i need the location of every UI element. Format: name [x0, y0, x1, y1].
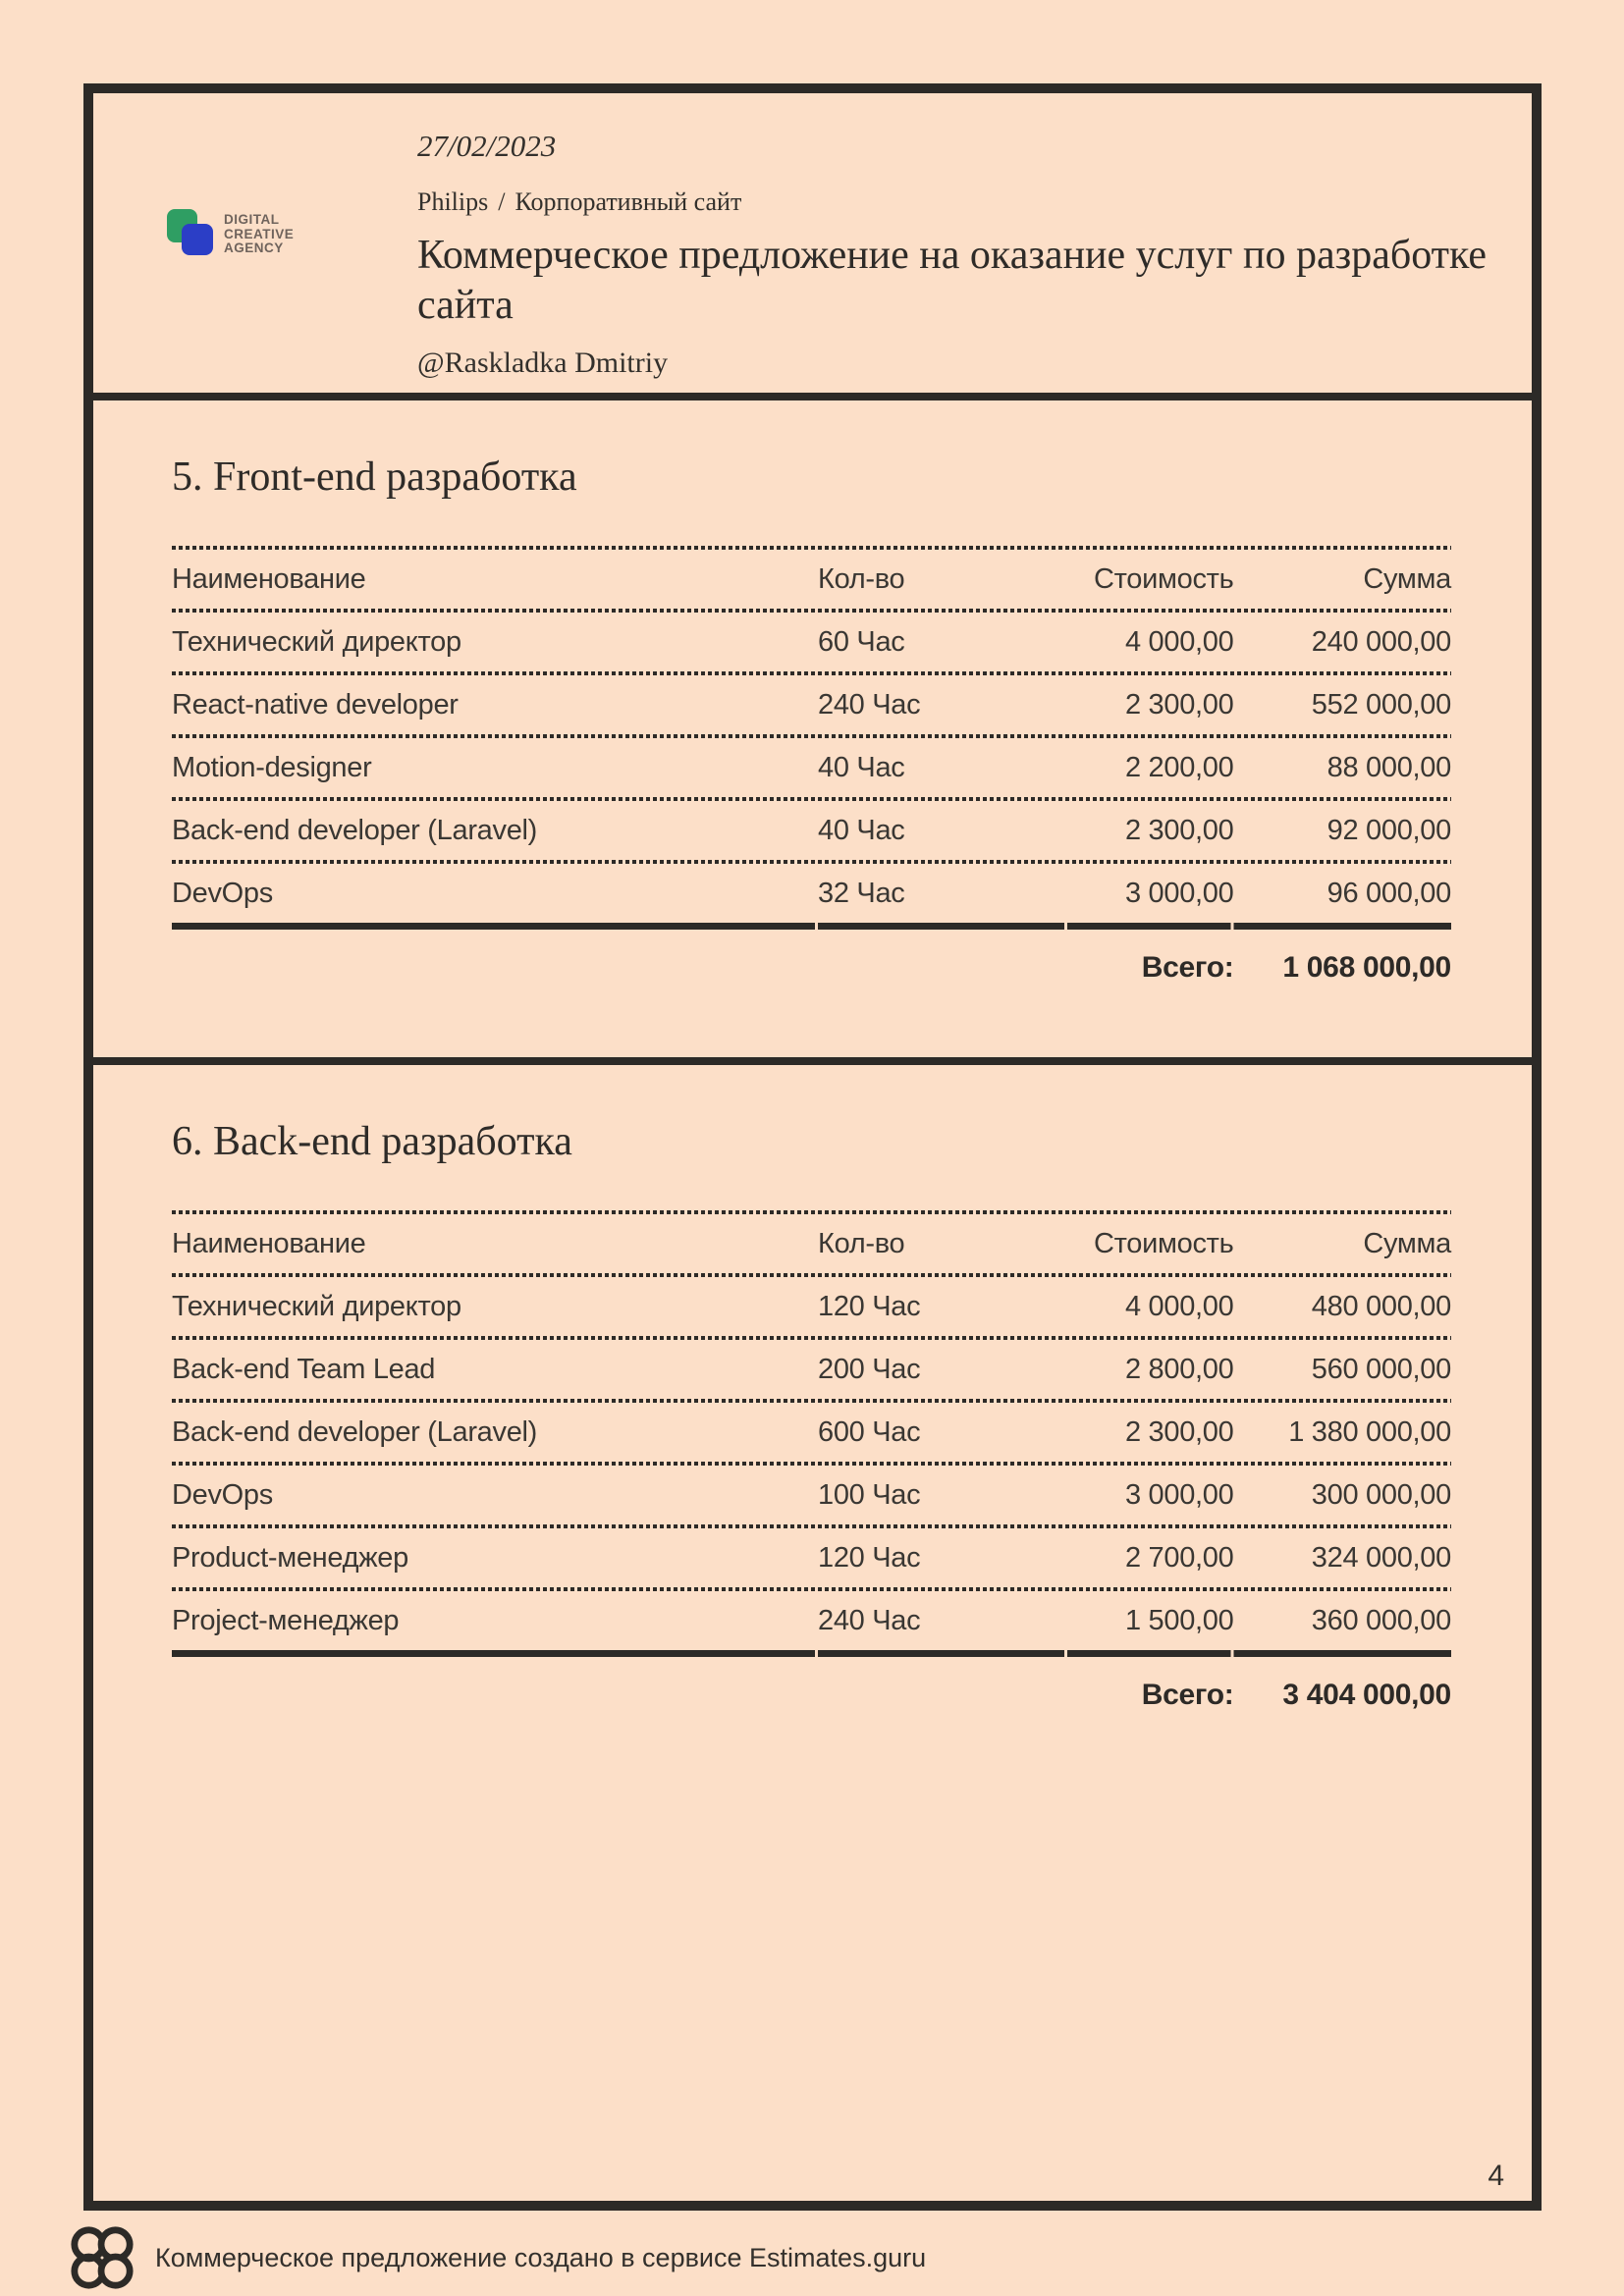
cell-sum: 96 000,00	[1326, 877, 1451, 909]
cell-name: DevOps	[172, 877, 273, 909]
agency-name	[224, 213, 294, 256]
cell-name: Project-менеджер	[172, 1604, 400, 1636]
cell-sum: 300 000,00	[1311, 1478, 1451, 1511]
cell-qty: 200 Час	[818, 1353, 921, 1385]
column-header-sum: Сумма	[1363, 562, 1451, 595]
pricing-table-backend	[172, 1210, 1451, 1734]
table-row	[172, 1591, 1451, 1650]
cell-qty: 40 Час	[818, 814, 905, 846]
agency-logo-icon	[167, 209, 216, 258]
table-row	[172, 864, 1451, 923]
footer-text: Коммерческое предложение создано в сервисе Estimates.guru	[155, 2242, 927, 2272]
total-row	[172, 930, 1451, 1006]
cell-qty: 120 Час	[818, 1541, 921, 1574]
column-header-cost: Стоимость	[1093, 562, 1234, 595]
breadcrumb	[417, 187, 1532, 217]
cell-name: Back-end Team Lead	[172, 1353, 436, 1385]
table-row	[172, 613, 1451, 671]
cell-cost: 2 700,00	[1124, 1541, 1234, 1574]
cell-name: Back-end developer (Laravel)	[172, 1415, 538, 1448]
section-frontend	[93, 400, 1532, 1057]
table-row	[172, 1466, 1451, 1524]
document-author: @Raskladka Dmitriy	[417, 347, 669, 379]
column-header-name: Наименование	[172, 562, 366, 595]
column-header-cost: Стоимость	[1093, 1227, 1234, 1259]
cell-sum: 88 000,00	[1326, 751, 1451, 783]
cell-qty: 100 Час	[818, 1478, 921, 1511]
cell-qty: 40 Час	[818, 751, 905, 783]
cell-cost: 2 800,00	[1124, 1353, 1234, 1385]
column-header-name: Наименование	[172, 1227, 366, 1259]
section-title: 6. Back-end разработка	[172, 1119, 572, 1164]
cell-qty: 600 Час	[818, 1415, 921, 1448]
document-date: 27/02/2023	[417, 129, 557, 163]
cell-sum: 480 000,00	[1311, 1290, 1451, 1322]
page-title: Коммерческое предложение на оказание услуг по разработке сайта	[417, 233, 1488, 328]
table-row	[172, 1403, 1451, 1462]
table-body	[172, 1277, 1451, 1650]
agency-name-line: AGENCY	[224, 240, 284, 255]
cell-name: Back-end developer (Laravel)	[172, 814, 538, 846]
cell-sum: 324 000,00	[1311, 1541, 1451, 1574]
cell-cost: 2 300,00	[1124, 814, 1234, 846]
page-number: 4	[1488, 2160, 1504, 2192]
header-text	[417, 93, 1532, 380]
cell-sum: 552 000,00	[1311, 688, 1451, 721]
section-backend	[93, 1065, 1532, 2201]
cell-cost: 2 200,00	[1124, 751, 1234, 783]
table-total-rule	[172, 1650, 1451, 1657]
cell-qty: 60 Час	[818, 625, 905, 658]
total-row	[172, 1657, 1451, 1734]
column-header-qty: Кол-во	[818, 1227, 905, 1259]
agency-name-line: DIGITAL	[224, 212, 280, 227]
cell-cost: 3 000,00	[1124, 877, 1234, 909]
column-header-qty: Кол-во	[818, 562, 905, 595]
breadcrumb-project: Корпоративный сайт	[514, 187, 742, 216]
cell-cost: 3 000,00	[1124, 1478, 1234, 1511]
cell-sum: 360 000,00	[1311, 1604, 1451, 1636]
table-row	[172, 1528, 1451, 1587]
total-label: Всего:	[1141, 951, 1234, 984]
agency-logo	[167, 209, 294, 258]
cell-name: DevOps	[172, 1478, 273, 1511]
section-divider	[93, 1057, 1532, 1065]
cell-cost: 1 500,00	[1124, 1604, 1234, 1636]
table-total-rule	[172, 923, 1451, 930]
cell-cost: 4 000,00	[1124, 625, 1234, 658]
pricing-table-frontend	[172, 546, 1451, 1006]
clover-icon	[69, 2224, 135, 2291]
service-footer	[69, 2224, 926, 2291]
proposal-sheet	[83, 83, 1542, 2211]
logo-blue-square-icon	[182, 224, 213, 255]
agency-name-line: CREATIVE	[224, 226, 295, 241]
section-divider	[93, 393, 1532, 400]
cell-qty: 240 Час	[818, 688, 921, 721]
cell-name: Технический директор	[172, 625, 461, 658]
cell-name: Product-менеджер	[172, 1541, 408, 1574]
cell-name: React-native developer	[172, 688, 459, 721]
column-header-sum: Сумма	[1363, 1227, 1451, 1259]
document-header	[93, 93, 1532, 393]
cell-sum: 240 000,00	[1311, 625, 1451, 658]
table-row	[172, 801, 1451, 860]
cell-cost: 4 000,00	[1124, 1290, 1234, 1322]
table-row	[172, 1277, 1451, 1336]
table-header-row	[172, 1214, 1451, 1273]
total-value: 1 068 000,00	[1282, 951, 1451, 984]
cell-sum: 1 380 000,00	[1288, 1415, 1451, 1448]
cell-qty: 32 Час	[818, 877, 905, 909]
cell-sum: 92 000,00	[1326, 814, 1451, 846]
table-row	[172, 738, 1451, 797]
cell-sum: 560 000,00	[1311, 1353, 1451, 1385]
cell-name: Технический директор	[172, 1290, 461, 1322]
section-title: 5. Front-end разработка	[172, 454, 577, 500]
breadcrumb-separator: /	[498, 187, 506, 216]
total-value: 3 404 000,00	[1282, 1679, 1451, 1711]
cell-qty: 240 Час	[818, 1604, 921, 1636]
cell-name: Motion-designer	[172, 751, 372, 783]
cell-cost: 2 300,00	[1124, 1415, 1234, 1448]
cell-cost: 2 300,00	[1124, 688, 1234, 721]
cell-qty: 120 Час	[818, 1290, 921, 1322]
table-row	[172, 1340, 1451, 1399]
total-label: Всего:	[1141, 1679, 1234, 1711]
breadcrumb-client: Philips	[417, 187, 489, 216]
table-body	[172, 613, 1451, 923]
table-header-row	[172, 550, 1451, 609]
table-row	[172, 675, 1451, 734]
